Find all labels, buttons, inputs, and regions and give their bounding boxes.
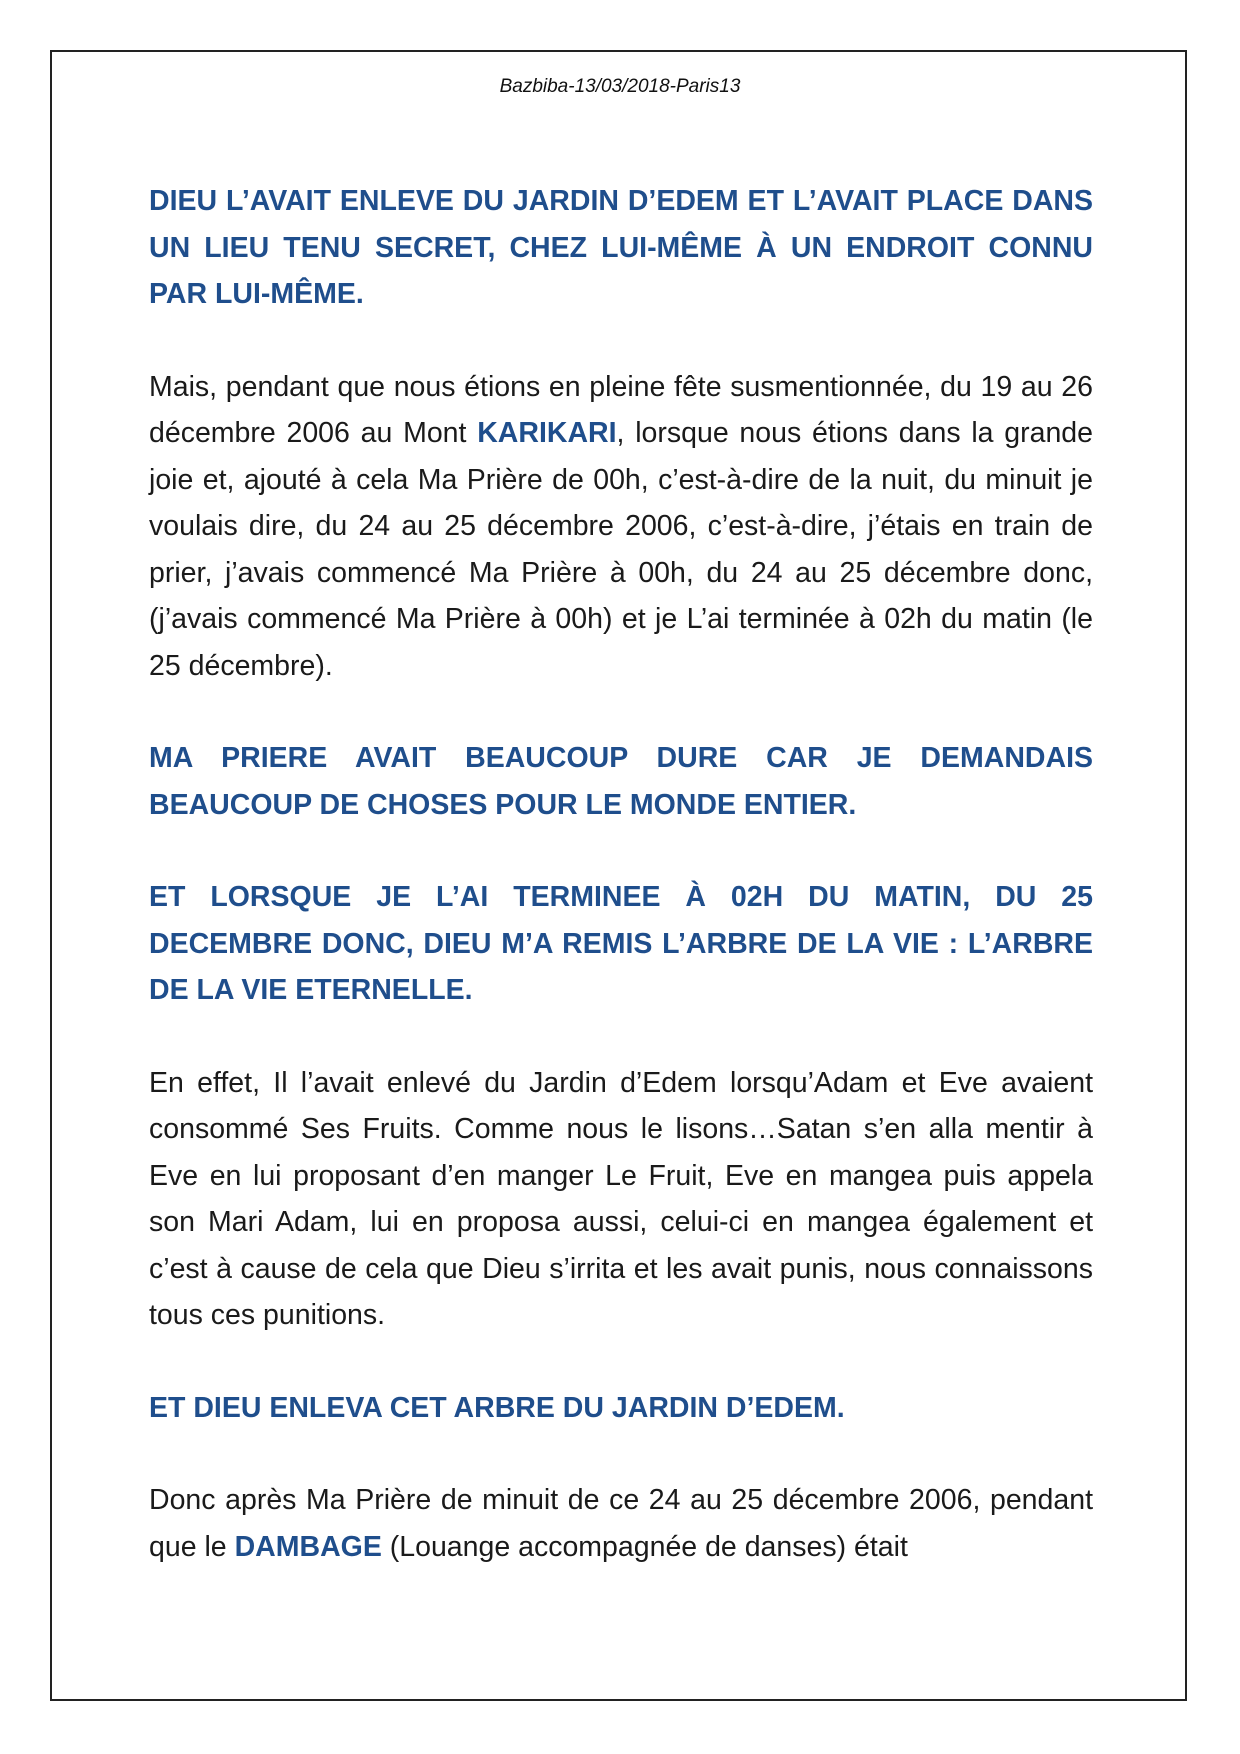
paragraph-text: Mais, pendant que nous étions en pleine fête susmentionnée, du 19 au 26 décembre 2006 au Mont (149, 370, 1093, 449)
body-paragraph (149, 364, 1093, 690)
highlighted-word: DAMBAGE (234, 1530, 382, 1563)
body-paragraph: En effet, Il l’avait enlevé du Jardin d’Edem lorsqu’Adam et Eve avaient consommé Ses Fruits. Comme nous le lisons…Satan s’en alla mentir à Eve en lui proposant d’en manger Le Fruit, Eve en mangea puis appela son Mari Adam, lui en proposa aussi, celui-ci en mangea également et c’est à cause de cela que Dieu s’irrita et les avait punis, nous connaissons tous ces punitions. (149, 1066, 1093, 1331)
heading-paragraph: ET DIEU ENLEVA CET ARBRE DU JARDIN D’EDEM. (149, 1391, 845, 1424)
heading-paragraph: ET LORSQUE JE L’AI TERMINEE À 02H DU MATIN, DU 25 DECEMBRE DONC, DIEU M’A REMIS L’ARBRE DE LA VIE : L’ARBRE DE LA VIE ETERNELLE. (149, 881, 1093, 1006)
heading-paragraph: MA PRIERE AVAIT BEAUCOUP DURE CAR JE DEMANDAIS BEAUCOUP DE CHOSES POUR LE MONDE ENTIER. (149, 742, 1093, 821)
page-header: Bazbiba-13/03/2018-Paris13 (499, 76, 741, 97)
heading-paragraph: DIEU L’AVAIT ENLEVE DU JARDIN D’EDEM ET L’AVAIT PLACE DANS UN LIEU TENU SECRET, CHEZ LUI-MÊME À UN ENDROIT CONNU PAR LUI-MÊME. (149, 185, 1093, 310)
document-body (149, 178, 1093, 1616)
paragraph-text: , lorsque nous étions dans la grande joie et, ajouté à cela Ma Prière de 00h, c’est-à-dire de la nuit, du minuit je voulais dire, du 24 au 25 décembre 2006, c’est-à-dire, j’étais en train de prier, j’avais commencé Ma Prière à 00h, du 24 au 25 décembre donc, (j’avais commencé Ma Prière à 00h) et je L’ai terminée à 02h du matin (le 25 décembre). (149, 417, 1093, 682)
paragraph-text: (Louange accompagnée de danses) était (381, 1530, 908, 1563)
highlighted-word: KARIKARI (477, 417, 617, 449)
paragraph-text: Donc après Ma Prière de minuit de ce 24 au 25 décembre 2006, pendant que le (149, 1484, 1093, 1563)
body-paragraph (149, 1477, 1093, 1570)
